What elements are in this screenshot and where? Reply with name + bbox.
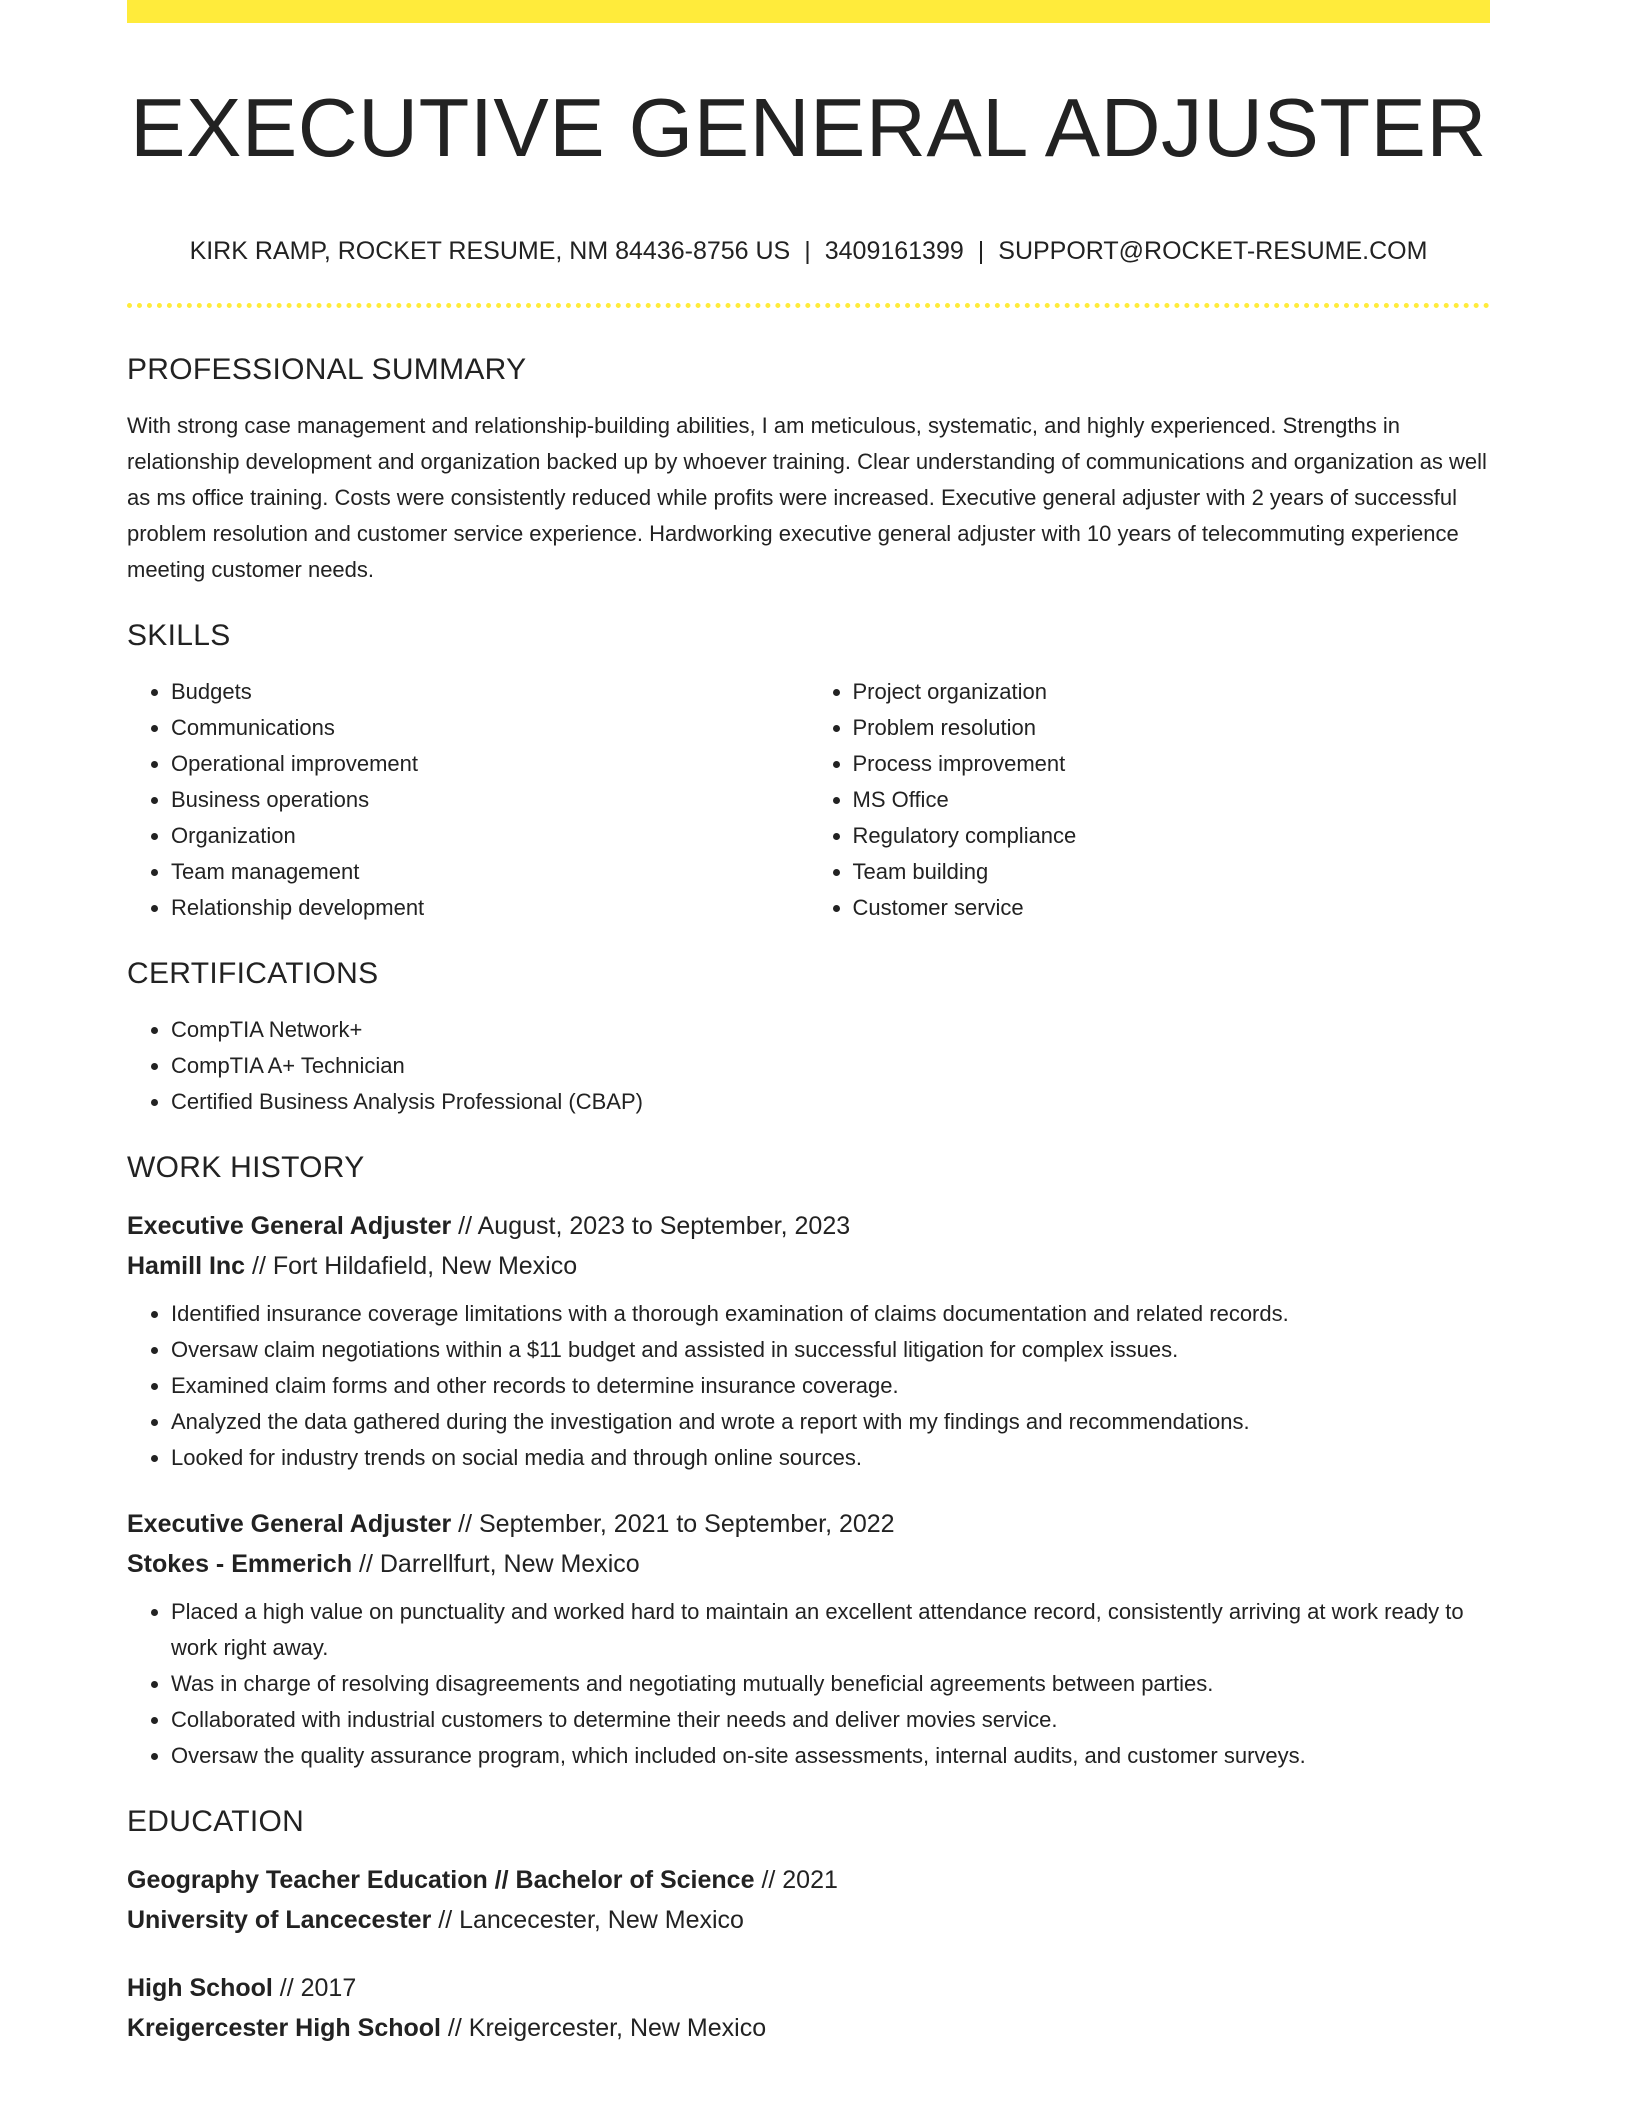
skill-item: • MS Office (853, 782, 1491, 818)
skill-item: • Communications (171, 710, 809, 746)
job-bullet: • Examined claim forms and other records to determine insurance coverage. (171, 1368, 1490, 1404)
skill-item: • Budgets (171, 674, 809, 710)
job-bullet: • Oversaw the quality assurance program, which included on-site assessments, internal audits, and customer surveys. (171, 1738, 1490, 1774)
job-bullet: • Placed a high value on punctuality and worked hard to maintain an excellent attendance record, consistently arriving at work ready to work right away. (171, 1594, 1490, 1666)
summary-text: With strong case management and relationship-building abilities, I am meticulous, systematic, and highly experienced. Strengths in relationship development and organization backed up by whoever training. Clear understanding of communications and organization as well as ms office training. Costs were consistently reduced while profits were increased. Executive general adjuster with 2 years of successful problem resolution and customer service experience. Hardworking executive general adjuster with 10 years of telecommuting experience meeting customer needs. (127, 413, 1487, 582)
skills-left-list (127, 674, 809, 926)
certifications-list (127, 1012, 1490, 1120)
education-location: // Lancecester, New Mexico (431, 1906, 744, 1934)
job-dates: // August, 2023 to September, 2023 (451, 1212, 851, 1240)
certification-item: • CompTIA Network+ (171, 1012, 1490, 1048)
work-history-section (127, 1150, 1490, 1774)
skills-heading: SKILLS (127, 619, 231, 652)
job-company: Stokes - Emmerich (127, 1550, 353, 1578)
education-degree-line (127, 1968, 1490, 2008)
education-degree: High School (127, 1974, 273, 2002)
education-school: University of Lancecester (127, 1906, 432, 1934)
skill-item: • Team building (853, 854, 1491, 890)
job-company-line (127, 1544, 1490, 1584)
skill-item: • Process improvement (853, 746, 1491, 782)
summary-section (127, 352, 1490, 588)
certifications-section (127, 956, 1490, 1120)
education-entry (127, 1860, 1490, 1940)
contact-email: SUPPORT@ROCKET-RESUME.COM (998, 237, 1428, 265)
summary-heading: PROFESSIONAL SUMMARY (127, 353, 527, 386)
skill-item: • Operational improvement (171, 746, 809, 782)
contact-separator: | (804, 237, 811, 265)
certifications-heading: CERTIFICATIONS (127, 957, 379, 990)
education-location: // Kreigercester, New Mexico (440, 2014, 767, 2042)
education-year: // 2017 (272, 1974, 357, 2002)
job-bullet: • Oversaw claim negotiations within a $11 budget and assisted in successful litigation for complex issues. (171, 1332, 1490, 1368)
skill-item: • Regulatory compliance (853, 818, 1491, 854)
job-location: // Darrellfurt, New Mexico (352, 1550, 640, 1578)
skills-right-list (809, 674, 1491, 926)
contact-address: KIRK RAMP, ROCKET RESUME, NM 84436-8756 US (189, 237, 791, 265)
skill-item: • Relationship development (171, 890, 809, 926)
education-section (127, 1804, 1490, 2048)
education-year: // 2021 (754, 1866, 838, 1894)
job-entry (127, 1504, 1490, 1774)
skills-section (127, 618, 1490, 926)
skills-columns (127, 674, 1490, 926)
education-degree: Geography Teacher Education // Bachelor of Science (127, 1866, 755, 1894)
education-degree-line (127, 1860, 1490, 1900)
job-bullet: • Identified insurance coverage limitations with a thorough examination of claims documentation and related records. (171, 1296, 1490, 1332)
contact-phone: 3409161399 (824, 237, 964, 265)
job-title: Executive General Adjuster (127, 1510, 452, 1538)
skill-item: • Customer service (853, 890, 1491, 926)
skill-item: • Team management (171, 854, 809, 890)
contact-line (127, 236, 1490, 266)
contact-separator: | (977, 237, 985, 265)
job-dates: // September, 2021 to September, 2022 (451, 1510, 895, 1538)
accent-top-bar (127, 0, 1490, 23)
page-title: EXECUTIVE GENERAL ADJUSTER (130, 81, 1487, 174)
certification-item: • CompTIA A+ Technician (171, 1048, 1490, 1084)
dotted-divider (127, 303, 1490, 308)
skill-item: • Business operations (171, 782, 809, 818)
job-bullets (127, 1296, 1490, 1476)
education-school-line (127, 2008, 1490, 2048)
job-title-line (127, 1504, 1490, 1544)
job-bullet: • Was in charge of resolving disagreements and negotiating mutually beneficial agreements between parties. (171, 1666, 1490, 1702)
resume-content (127, 352, 1490, 2078)
certification-item: • Certified Business Analysis Professional (CBAP) (171, 1084, 1490, 1120)
work-history-heading: WORK HISTORY (127, 1151, 365, 1184)
job-location: // Fort Hildafield, New Mexico (245, 1252, 578, 1280)
job-bullet: • Looked for industry trends on social media and through online sources. (171, 1440, 1490, 1476)
education-entry (127, 1968, 1490, 2048)
job-bullet: • Analyzed the data gathered during the investigation and wrote a report with my findings and recommendations. (171, 1404, 1490, 1440)
job-bullet: • Collaborated with industrial customers to determine their needs and deliver movies service. (171, 1702, 1490, 1738)
job-bullets (127, 1594, 1490, 1774)
job-entry (127, 1206, 1490, 1476)
job-title-line (127, 1206, 1490, 1246)
education-school-line (127, 1900, 1490, 1940)
job-company-line (127, 1246, 1490, 1286)
job-title: Executive General Adjuster (127, 1212, 452, 1240)
education-school: Kreigercester High School (127, 2014, 441, 2042)
job-company: Hamill Inc (127, 1252, 246, 1280)
skill-item: • Problem resolution (853, 710, 1491, 746)
education-heading: EDUCATION (127, 1805, 305, 1838)
skill-item: • Project organization (853, 674, 1491, 710)
skill-item: • Organization (171, 818, 809, 854)
